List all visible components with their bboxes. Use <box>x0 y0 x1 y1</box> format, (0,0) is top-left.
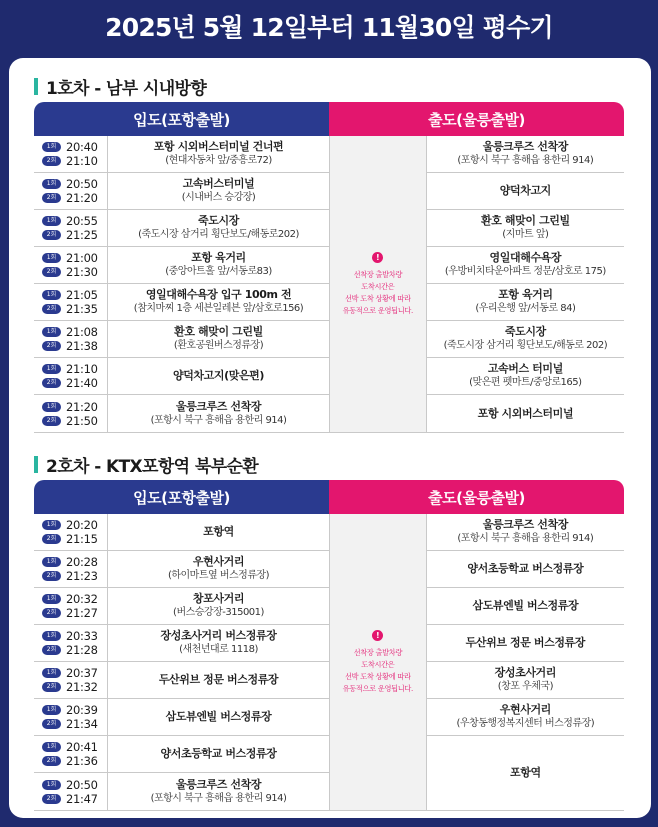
stop-detail: (지마트 앞) <box>502 229 549 240</box>
schedule-row <box>34 284 329 321</box>
time-line-1 <box>42 325 107 339</box>
notice-line: 선박 도착 상황에 따라 <box>344 293 411 303</box>
second-run-badge: 2회 <box>42 534 61 544</box>
second-run-badge: 2회 <box>42 416 61 426</box>
outbound-stop <box>427 173 624 210</box>
second-run-time: 21:15 <box>66 532 98 546</box>
stop-name: 장성초사거리 <box>494 666 557 679</box>
outbound-stop <box>427 247 624 284</box>
stop-name: 영일대해수욕장 <box>489 251 562 264</box>
stop-name: 포항 시외버스터미널 건너편 <box>153 140 284 153</box>
time-line-1 <box>42 251 107 265</box>
route1-grid <box>34 136 624 433</box>
second-run-badge: 2회 <box>42 378 61 388</box>
first-run-badge: 1회 <box>42 780 61 790</box>
stop-name: 환호 해맞이 그린빌 <box>174 325 263 338</box>
second-run-time: 21:30 <box>66 265 98 279</box>
departure-times <box>34 699 108 735</box>
second-run-time: 21:10 <box>66 154 98 168</box>
schedule-row <box>34 210 329 247</box>
first-run-badge: 1회 <box>42 364 61 374</box>
route2-header-inbound: 입도(포항출발) <box>34 480 329 514</box>
first-run-time: 20:55 <box>66 214 98 228</box>
first-run-time: 20:39 <box>66 703 98 717</box>
stop-name: 우현사거리 <box>499 703 551 716</box>
outbound-stop <box>427 284 624 321</box>
route2-outbound-area <box>329 514 624 810</box>
outbound-stop <box>427 736 624 810</box>
first-run-time: 20:32 <box>66 592 98 606</box>
second-run-time: 21:40 <box>66 376 98 390</box>
route2-notice <box>330 514 426 810</box>
first-run-badge: 1회 <box>42 290 61 300</box>
time-line-2 <box>42 265 107 279</box>
first-run-badge: 1회 <box>42 216 61 226</box>
second-run-time: 21:27 <box>66 606 98 620</box>
second-run-time: 21:23 <box>66 569 98 583</box>
route2-title <box>34 448 624 480</box>
first-run-time: 20:41 <box>66 740 98 754</box>
time-line-1 <box>42 666 107 680</box>
stop-detail: (맞은편 펫마트/중앙로165) <box>469 377 582 388</box>
stop-detail: (포항시 북구 흥해읍 용한리 914) <box>150 792 287 804</box>
time-line-2 <box>42 414 107 428</box>
departure-times <box>34 514 108 550</box>
notice-line: 유동적으로 운영됩니다. <box>342 683 414 693</box>
first-run-badge: 1회 <box>42 742 61 752</box>
second-run-badge: 2회 <box>42 608 61 618</box>
schedule-row <box>34 773 329 810</box>
time-line-2 <box>42 569 107 583</box>
first-run-time: 20:40 <box>66 140 98 154</box>
time-line-2 <box>42 754 107 768</box>
notice-line: 선착장 출발차량 <box>353 269 403 279</box>
route2-inbound-list <box>34 514 329 810</box>
time-line-1 <box>42 400 107 414</box>
outbound-stop <box>427 588 624 625</box>
stop-info <box>108 321 329 357</box>
second-run-time: 21:36 <box>66 754 98 768</box>
departure-times <box>34 773 108 810</box>
first-run-time: 20:50 <box>66 777 98 792</box>
second-run-time: 21:25 <box>66 228 98 242</box>
stop-detail: (시내버스 승강장) <box>181 192 256 203</box>
first-run-time: 20:28 <box>66 555 98 569</box>
stop-name: 포항역 <box>510 766 541 779</box>
time-line-2 <box>42 376 107 390</box>
stop-info <box>108 625 329 661</box>
first-run-badge: 1회 <box>42 668 61 678</box>
outbound-stop <box>427 321 624 358</box>
first-run-time: 20:33 <box>66 629 98 643</box>
first-run-badge: 1회 <box>42 142 61 152</box>
section-marker <box>34 456 38 473</box>
outbound-stop <box>427 551 624 588</box>
stop-info <box>108 551 329 587</box>
route1-column-header <box>34 102 624 136</box>
time-line-2 <box>42 339 107 353</box>
stop-detail: (포항시 북구 흥해읍 용한리 914) <box>150 414 287 426</box>
second-run-badge: 2회 <box>42 794 61 804</box>
stop-name: 고속버스터미널 <box>182 177 255 190</box>
stop-name: 두산위브 정문 버스정류장 <box>158 673 279 686</box>
stop-name: 두산위브 정문 버스정류장 <box>465 636 586 649</box>
second-run-badge: 2회 <box>42 304 61 314</box>
time-line-1 <box>42 362 107 376</box>
outbound-stop <box>427 136 624 173</box>
second-run-time: 21:38 <box>66 339 98 353</box>
first-run-time: 21:00 <box>66 251 98 265</box>
time-line-1 <box>42 140 107 154</box>
second-run-time: 21:47 <box>66 791 98 806</box>
stop-name: 죽도시장 <box>198 214 239 227</box>
stop-name: 우현사거리 <box>192 555 245 568</box>
schedule-row <box>34 625 329 662</box>
stop-info <box>108 736 329 772</box>
stop-detail: (버스승강장-315001) <box>173 607 264 618</box>
outbound-stop <box>427 395 624 432</box>
first-run-badge: 1회 <box>42 631 61 641</box>
stop-name: 삼도뷰엔빌 버스정류장 <box>165 710 272 723</box>
departure-times <box>34 588 108 624</box>
schedule-row <box>34 662 329 699</box>
schedule-row <box>34 247 329 284</box>
stop-detail: (죽도시장 삼거리 횡단보도/해동로202) <box>138 229 299 240</box>
route2-grid <box>34 514 624 811</box>
time-line-2 <box>42 302 107 316</box>
second-run-badge: 2회 <box>42 756 61 766</box>
first-run-badge: 1회 <box>42 253 61 263</box>
schedule-row <box>34 588 329 625</box>
schedule-row <box>34 358 329 395</box>
stop-name: 포항 시외버스터미널 <box>477 406 574 420</box>
outbound-stop <box>427 514 624 551</box>
time-line-1 <box>42 555 107 569</box>
stop-name: 포항역 <box>203 525 234 538</box>
stop-detail: (중앙아트홀 앞/서동로83) <box>165 266 272 277</box>
outbound-stop <box>427 625 624 662</box>
notice-line: 도착시간은 <box>361 281 395 291</box>
notice-line: 도착시간은 <box>361 659 395 669</box>
time-line-2 <box>42 717 107 731</box>
schedule-row <box>34 699 329 736</box>
second-run-badge: 2회 <box>42 341 61 351</box>
time-line-1 <box>42 703 107 717</box>
stop-name: 포항 육거리 <box>498 288 553 301</box>
stop-detail: (포항시 북구 흥해읍 용한리 914) <box>457 155 594 166</box>
second-run-time: 21:20 <box>66 191 98 205</box>
second-run-badge: 2회 <box>42 193 61 203</box>
first-run-badge: 1회 <box>42 520 61 530</box>
first-run-time: 21:08 <box>66 325 98 339</box>
stop-name: 울릉크루즈 선착장 <box>482 140 568 153</box>
second-run-badge: 2회 <box>42 645 61 655</box>
time-line-2 <box>42 154 107 168</box>
time-line-1 <box>42 214 107 228</box>
outbound-stop <box>427 210 624 247</box>
route1-title-text: 1호차 - 남부 시내방향 <box>46 78 207 99</box>
stop-detail: (창포 우체국) <box>497 681 553 692</box>
stop-info <box>108 284 329 320</box>
route2-column-header <box>34 480 624 514</box>
time-line-2 <box>42 532 107 546</box>
stop-name: 창포사거리 <box>192 592 245 605</box>
time-line-2 <box>42 643 107 657</box>
stop-name: 고속버스 터미널 <box>487 362 563 375</box>
stop-name: 장성초사거리 버스정류장 <box>160 629 277 642</box>
departure-times <box>34 136 108 172</box>
route1-inbound-list <box>34 136 329 432</box>
departure-times <box>34 321 108 357</box>
stop-info <box>108 395 329 432</box>
schedule-row <box>34 736 329 773</box>
stop-detail: (죽도시장 삼거리 횡단보도/해동로 202) <box>443 340 608 351</box>
time-line-2 <box>42 191 107 205</box>
first-run-time: 20:20 <box>66 518 98 532</box>
first-run-badge: 1회 <box>42 557 61 567</box>
section-marker <box>34 78 38 95</box>
stop-name: 양덕차고지 <box>499 184 551 197</box>
time-line-1 <box>42 740 107 754</box>
stop-name: 양덕차고지(맞은편) <box>172 369 265 382</box>
departure-times <box>34 284 108 320</box>
alert-icon: ! <box>372 630 383 641</box>
schedule-row <box>34 321 329 358</box>
time-line-2 <box>42 680 107 694</box>
route1-outbound-list <box>426 136 624 432</box>
stop-info <box>108 173 329 209</box>
departure-times <box>34 625 108 661</box>
first-run-time: 21:20 <box>66 399 98 414</box>
route1-title <box>34 70 624 102</box>
notice-line: 선박 도착 상황에 따라 <box>344 671 411 681</box>
departure-times <box>34 358 108 394</box>
stop-info <box>108 699 329 735</box>
first-run-badge: 1회 <box>42 402 61 412</box>
second-run-badge: 2회 <box>42 682 61 692</box>
second-run-time: 21:50 <box>66 413 98 428</box>
first-run-time: 20:50 <box>66 177 98 191</box>
page-title: 2025년 5월 12일부터 11월30일 평수기 <box>105 13 553 42</box>
second-run-badge: 2회 <box>42 719 61 729</box>
stop-name: 양서초등학교 버스정류장 <box>160 747 277 760</box>
stop-info <box>108 588 329 624</box>
route1-header-inbound: 입도(포항출발) <box>34 102 329 136</box>
second-run-time: 21:34 <box>66 717 98 731</box>
stop-detail: (포항시 북구 흥해읍 용한리 914) <box>457 533 594 544</box>
stop-name: 포항 육거리 <box>191 251 246 264</box>
second-run-time: 21:32 <box>66 680 98 694</box>
time-line-2 <box>42 792 107 806</box>
stop-name: 환호 해맞이 그린빌 <box>481 214 570 227</box>
time-line-1 <box>42 177 107 191</box>
stop-detail: (하이마트옆 버스정류장) <box>167 570 270 581</box>
stop-info <box>108 662 329 698</box>
alert-icon: ! <box>372 252 383 263</box>
schedule-row <box>34 173 329 210</box>
time-line-1 <box>42 518 107 532</box>
second-run-badge: 2회 <box>42 267 61 277</box>
notice-line: 선착장 출발차량 <box>353 647 403 657</box>
first-run-time: 21:05 <box>66 288 98 302</box>
stop-name: 울릉크루즈 선착장 <box>175 399 262 413</box>
departure-times <box>34 662 108 698</box>
departure-times <box>34 247 108 283</box>
second-run-badge: 2회 <box>42 230 61 240</box>
first-run-time: 20:37 <box>66 666 98 680</box>
stop-name: 울릉크루즈 선착장 <box>482 518 568 531</box>
route1-header-outbound: 출도(울릉출발) <box>329 102 624 136</box>
stop-detail: (환호공원버스정류장) <box>173 340 264 351</box>
time-line-2 <box>42 606 107 620</box>
first-run-badge: 1회 <box>42 179 61 189</box>
stop-name: 죽도시장 <box>504 325 546 338</box>
stop-name: 삼도뷰엔빌 버스정류장 <box>472 599 579 612</box>
stop-info <box>108 210 329 246</box>
stop-info <box>108 773 329 810</box>
outbound-stop <box>427 358 624 395</box>
second-run-badge: 2회 <box>42 571 61 581</box>
stop-detail: (현대자동차 앞/중흥로72) <box>165 155 272 166</box>
stop-name: 울릉크루즈 선착장 <box>175 777 262 791</box>
route1-outbound-area <box>329 136 624 432</box>
departure-times <box>34 551 108 587</box>
time-line-1 <box>42 778 107 792</box>
first-run-badge: 1회 <box>42 594 61 604</box>
departure-times <box>34 736 108 772</box>
departure-times <box>34 395 108 432</box>
second-run-time: 21:35 <box>66 302 98 316</box>
stop-name: 양서초등학교 버스정류장 <box>467 562 584 575</box>
time-line-1 <box>42 629 107 643</box>
time-line-1 <box>42 288 107 302</box>
time-line-2 <box>42 228 107 242</box>
stop-detail: (우리은행 앞/서동로 84) <box>475 303 576 314</box>
route2-header-outbound: 출도(울릉출발) <box>329 480 624 514</box>
schedule-row <box>34 395 329 432</box>
stop-info <box>108 358 329 394</box>
second-run-time: 21:28 <box>66 643 98 657</box>
route2-outbound-list <box>426 514 624 810</box>
stop-info <box>108 136 329 172</box>
first-run-time: 21:10 <box>66 362 98 376</box>
route2-section <box>34 448 624 811</box>
departure-times <box>34 210 108 246</box>
second-run-badge: 2회 <box>42 156 61 166</box>
notice-line: 유동적으로 운영됩니다. <box>342 305 414 315</box>
first-run-badge: 1회 <box>42 327 61 337</box>
stop-detail: (우방비치타운아파트 정문/삼호로 175) <box>444 266 606 277</box>
time-line-1 <box>42 592 107 606</box>
stop-detail: (새천년대로 1118) <box>179 644 258 655</box>
route1-section <box>34 70 624 433</box>
route1-notice <box>330 136 426 432</box>
stop-detail: (참치마찌 1층 세븐일레븐 앞/삼호로156) <box>133 303 304 314</box>
first-run-badge: 1회 <box>42 705 61 715</box>
departure-times <box>34 173 108 209</box>
stop-info <box>108 514 329 550</box>
route2-title-text: 2호차 - KTX포항역 북부순환 <box>46 456 259 477</box>
outbound-stop <box>427 662 624 699</box>
stop-info <box>108 247 329 283</box>
schedule-row <box>34 514 329 551</box>
stop-detail: (우창동행정복지센터 버스정류장) <box>456 718 595 729</box>
stop-name: 영일대해수욕장 입구 100m 전 <box>145 288 292 301</box>
schedule-row <box>34 136 329 173</box>
outbound-stop <box>427 699 624 736</box>
schedule-row <box>34 551 329 588</box>
